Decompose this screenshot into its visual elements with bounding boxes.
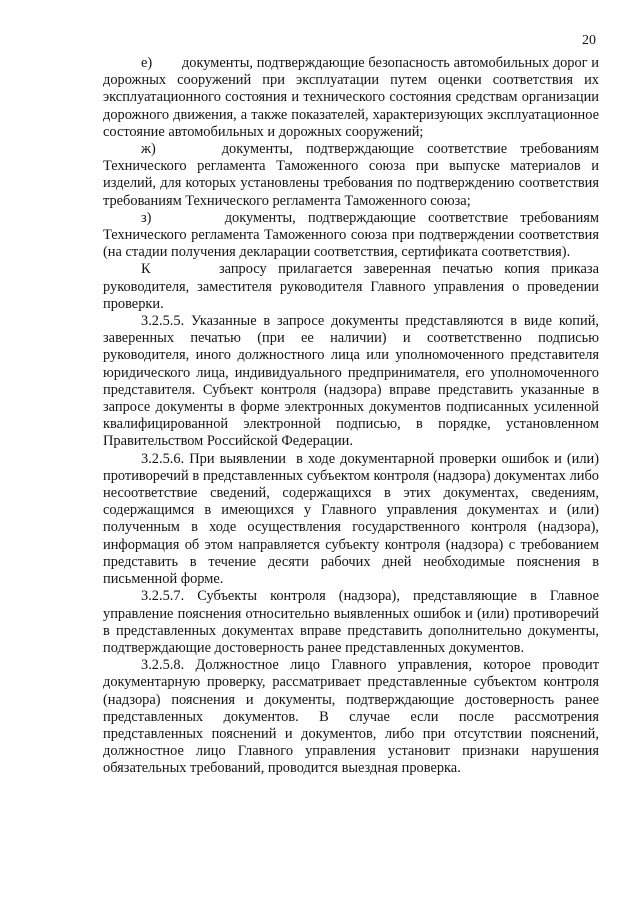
paragraph-3-2-5-8: 3.2.5.8. Должностное лицо Главного управления, которое проводит документарную проверку, рассматривает представленные субъектом контроля (надзора) пояснения и документы, подтверждающие достоверность ранее представленных документов. В случае если после рассмотрения представленных пояснений и документов, либо при отсутствии пояснений, должностное лицо Главного управления установит признаки нарушения обязательных требований, проводится выездная проверка. (103, 657, 599, 777)
paragraph-attachment: К запросу прилагается заверенная печатью копия приказа руководителя, заместителя руководителя Главного управления о проведении проверки. (103, 261, 599, 312)
paragraph-3-2-5-5: 3.2.5.5. Указанные в запросе документы представляются в виде копий, заверенных печатью (при ее наличии) и соответственно подписью руководителя, иного должностного лица или уполномоченного представителя юридического лица, индивидуального предпринимателя, его уполномоченного представителя. Субъект контроля (надзора) вправе представить указанные в запросе документы в форме электронных документов подписанных усиленной квалифицированной электронной подписью, в порядке, установленном Правительством Российской Федерации. (103, 313, 599, 450)
paragraph-item-e: е) документы, подтверждающие безопасность автомобильных дорог и дорожных сооружений при эксплуатации путем оценки соответствия их эксплуатационного состояния и технического состояния средствам организации дорожного движения, а также показателей, характеризующих эксплуатационное состояние автомобильных и дорожных сооружений; (103, 55, 599, 140)
page-number: 20 (582, 33, 596, 48)
paragraph-3-2-5-6: 3.2.5.6. При выявлении в ходе документарной проверки ошибок и (или) противоречий в представленных субъектом контроля (надзора) документах либо несоответствие сведений, содержащихся в этих документах, сведениям, содержащимся в имеющихся у Главного управления документах и (или) полученным в ходе осуществления государственного контроля (надзора), информация об этом направляется субъекту контроля (надзора) с требованием представить в течение десяти рабочих дней необходимые пояснения в письменной форме. (103, 450, 599, 588)
document-body (103, 55, 599, 778)
paragraph-3-2-5-7: 3.2.5.7. Субъекты контроля (надзора), представляющие в Главное управление пояснения относительно выявленных ошибок и (или) противоречий в представленных документах вправе представить дополнительно документы, подтверждающие достоверность ранее представленных документов. (103, 588, 599, 656)
paragraph-item-zh: ж) документы, подтверждающие соответствие требованиям Технического регламента Таможенного союза при выпуске материалов и изделий, для которых установлены требования по подтверждению соответствия требованиям Технического регламента Таможенного союза; (103, 141, 599, 209)
paragraph-item-z: з) документы, подтверждающие соответствие требованиям Технического регламента Таможенного союза при подтверждении соответствия (на стадии получения декларации соответствия, сертификата соответствия). (103, 209, 599, 261)
